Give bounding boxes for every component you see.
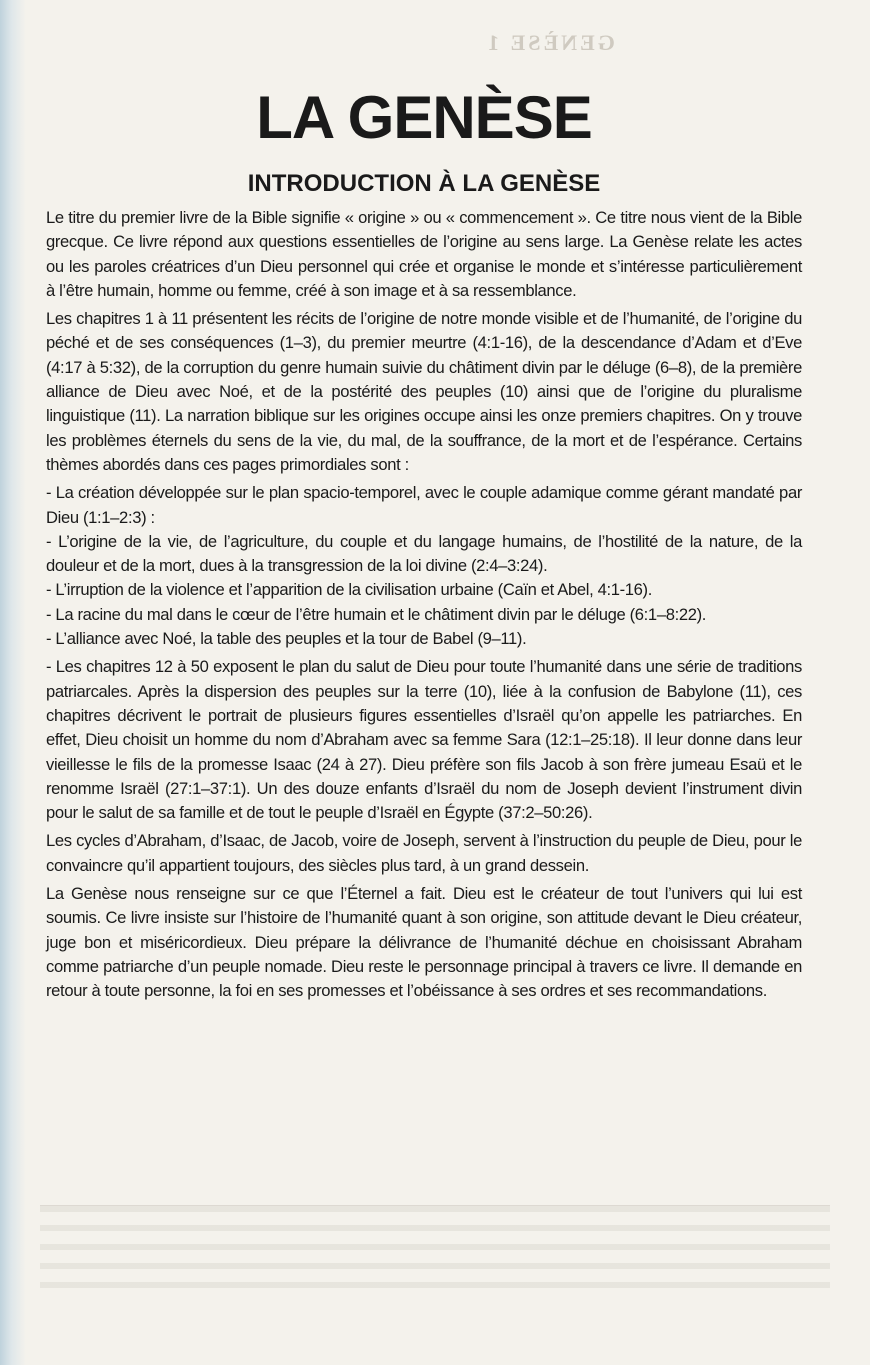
- paragraph: Les chapitres 1 à 11 présentent les récits de l’origine de notre monde visible et de l’humanité, de l’origine du péché et de ses conséquences (1–3), du premier meurtre (4:1-16), de la descendance d’Adam et d’Eve (4:17 à 5:32), de la corruption du genre humain suivie du châtiment divin par le déluge (6–8), de la première alliance de Dieu avec Noé, et de la postérité des peuples (10) ainsi que de l’origine du pluralisme linguistique (11). La narration biblique sur les origines occupe ainsi les onze premiers chapitres. On y trouve les problèmes éternels du sens de la vie, du mal, de la souffrance, de la mort et de l’espérance. Certains thèmes abordés dans ces pages primordiales sont :: [46, 309, 802, 474]
- running-head-bleedthrough: GENÈSE 1: [485, 30, 615, 55]
- list-item: - La création développée sur le plan spacio-temporel, avec le couple adamique comme gérant mandaté par Dieu (1:1–2:3) :: [46, 483, 802, 527]
- paragraph: La Genèse nous renseigne sur ce que l’Éternel a fait. Dieu est le créateur de tout l’univers qui lui est soumis. Ce livre insiste sur l’histoire de l’humanité quant à son origine, son attitude devant le Dieu créateur, juge bon et miséricordieux. Dieu prépare la délivrance de l’humanité déchue en choisissant Abraham comme patriarche d’un peuple nomade. Dieu reste le personnage principal à travers ce livre. Il demande en retour à toute personne, la foi en ses promesses et l’obéissance à ses ordres et ses recommandations.: [46, 884, 802, 1001]
- list-item: - L’origine de la vie, de l’agriculture, du couple et du langage humains, de l’hostilité de la nature, de la douleur et de la mort, dues à la transgression de la loi divine (2:4–3:24).: [46, 531, 802, 576]
- paragraph: Les cycles d’Abraham, d’Isaac, de Jacob, voire de Joseph, servent à l’instruction du peuple de Dieu, pour le convaincre qu’il appartient toujours, des siècles plus tard, à un grand dessein.: [46, 831, 802, 875]
- intro-heading: INTRODUCTION À LA GENÈSE: [247, 170, 601, 197]
- binding-shadow: [0, 0, 26, 1365]
- book-title: LA GENÈSE: [256, 84, 592, 151]
- list-item: - La racine du mal dans le cœur de l’être humain et le châtiment divin par le déluge (6:1–8:22).: [46, 604, 707, 624]
- page-content: [46, 80, 802, 1008]
- list-item: - L’alliance avec Noé, la table des peuples et la tour de Babel (9–11).: [46, 629, 527, 649]
- footnote-bleedthrough: [40, 1205, 830, 1296]
- paragraph: Le titre du premier livre de la Bible signifie « origine » ou « commencement ». Ce titre nous vient de la Bible grecque. Ce livre répond aux questions essentielles de l’origine au sens large. La Genèse relate les actes ou les paroles créatrices d’un Dieu personnel qui crée et organise le monde et s’intéresse particulièrement à l’être humain, homme ou femme, créé à son image et à sa ressemblance.: [46, 208, 802, 300]
- theme-list: [46, 481, 802, 651]
- intro-text: [46, 206, 802, 1004]
- list-item: - L’irruption de la violence et l’apparition de la civilisation urbaine (Caïn et Abel, 4:1-16).: [46, 580, 652, 600]
- paragraph: - Les chapitres 12 à 50 exposent le plan du salut de Dieu pour toute l’humanité dans une série de traditions patriarcales. Après la dispersion des peuples sur la terre (10), liée à la confusion de Babylone (11), ces chapitres décrivent le portrait de plusieurs figures essentielles d’Israël qu’on appelle les patriarches. En effet, Dieu choisit un homme du nom d’Abraham avec sa femme Sara (12:1–25:18). Il leur donne dans leur vieillesse le fils de la promesse Isaac (24 à 27). Dieu préfère son fils Jacob à son frère jumeau Esaü et le renomme Israël (27:1–37:1). Un des douze enfants d’Israël du nom de Joseph devient l’instrument divin pour le salut de sa famille et de tout le peuple d’Israël en Égypte (37:2–50:26).: [46, 657, 802, 823]
